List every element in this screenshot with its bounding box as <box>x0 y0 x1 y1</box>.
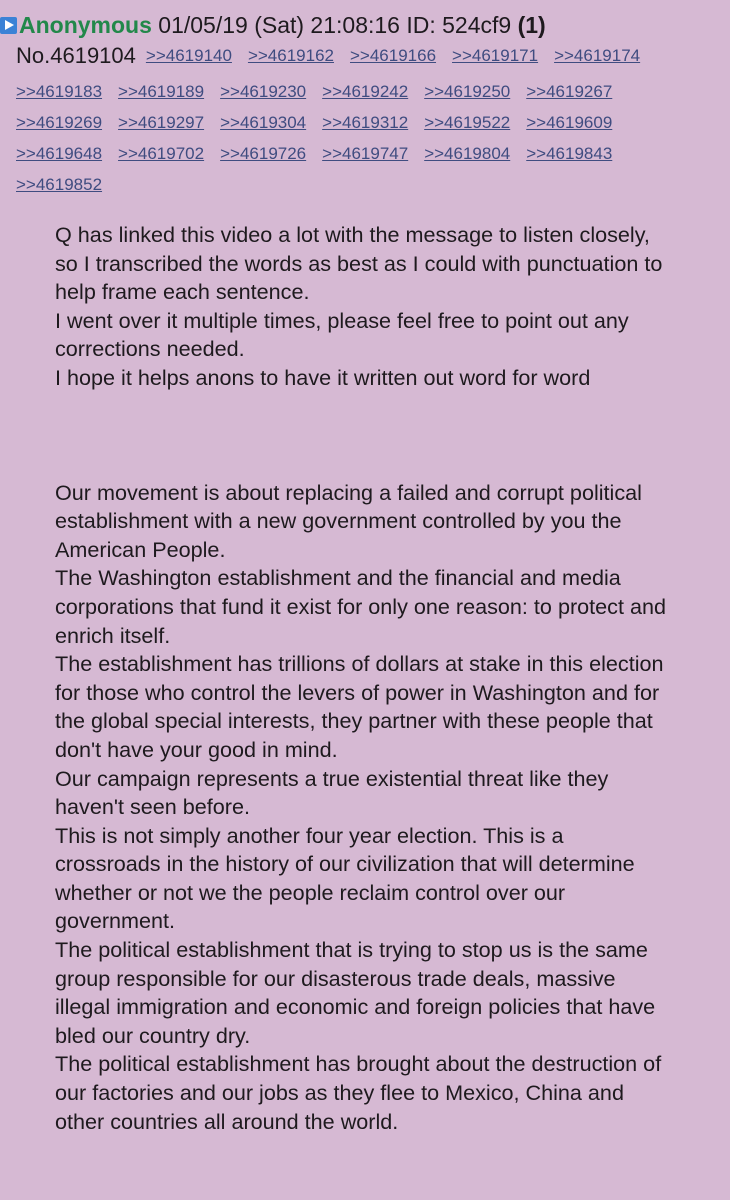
backlink[interactable]: >>4619140 <box>145 46 232 65</box>
backlinks <box>16 76 716 200</box>
post-count: (1) <box>517 12 546 38</box>
backlink[interactable]: >>4619726 <box>220 144 307 163</box>
backlink[interactable]: >>4619297 <box>118 113 205 132</box>
backlink[interactable]: >>4619843 <box>526 144 613 163</box>
post-intro <box>55 221 675 393</box>
backlink[interactable]: >>4619183 <box>16 82 103 101</box>
backlink[interactable]: >>4619250 <box>424 82 511 101</box>
post-line: I went over it multiple times, please feel free to point out any corrections needed. <box>55 307 629 362</box>
backlinks-first-row <box>146 43 656 68</box>
backlink[interactable]: >>4619267 <box>526 82 613 101</box>
backlink[interactable]: >>4619702 <box>118 144 205 163</box>
post-header <box>0 8 546 42</box>
post-number-line <box>16 40 656 72</box>
backlink[interactable]: >>4619230 <box>220 82 307 101</box>
backlink[interactable]: >>4619522 <box>424 113 511 132</box>
post-datetime: 01/05/19 (Sat) 21:08:16 <box>158 12 400 38</box>
backlink[interactable]: >>4619648 <box>16 144 103 163</box>
backlink[interactable]: >>4619312 <box>322 113 409 132</box>
backlink[interactable]: >>4619242 <box>322 82 409 101</box>
post-transcript <box>55 479 675 1137</box>
backlink[interactable]: >>4619189 <box>118 82 205 101</box>
backlink[interactable]: >>4619171 <box>452 46 539 65</box>
post-line: The political establishment has brought about the destruction of our factories and our jobs as they flee to Mexico, China and other countries all around the world. <box>55 1051 662 1134</box>
backlink[interactable]: >>4619304 <box>220 113 307 132</box>
post-line: This is not simply another four year election. This is a crossroads in the history of our civilization that will determine whether or not we the people reclaim control over our government. <box>55 822 635 934</box>
backlink[interactable]: >>4619269 <box>16 113 103 132</box>
backlink[interactable]: >>4619747 <box>322 144 409 163</box>
backlink[interactable]: >>4619609 <box>526 113 613 132</box>
backlink[interactable]: >>4619852 <box>16 175 103 194</box>
post-line: Our movement is about replacing a failed and corrupt political establishment with a new government controlled by you the American People. <box>55 479 642 562</box>
backlink[interactable]: >>4619166 <box>349 46 437 65</box>
post-line: The Washington establishment and the financial and media corporations that fund it exist for only one reason: to protect and enrich itself. <box>55 565 666 648</box>
paragraph-gap <box>55 393 675 479</box>
expand-play-icon[interactable] <box>0 17 17 34</box>
post-line: The establishment has trillions of dollars at stake in this election for those who control the levers of power in Washington and for the global special interests, they partner with these people that don't have your good in mind. <box>55 651 664 762</box>
post-number[interactable]: No.4619104 <box>16 43 136 68</box>
post-line: The political establishment that is trying to stop us is the same group responsible for our disasterous trade deals, massive illegal immigration and economic and foreign policies that have bled our country dry. <box>55 937 656 1048</box>
post-line: Our campaign represents a true existential threat like they haven't seen before. <box>55 765 609 820</box>
backlink[interactable]: >>4619174 <box>554 46 641 65</box>
post-line: I hope it helps anons to have it written out word for word <box>55 364 591 390</box>
poster-id[interactable]: ID: 524cf9 <box>406 12 512 38</box>
post-body <box>55 221 675 1136</box>
backlink[interactable]: >>4619804 <box>424 144 511 163</box>
post-line: Q has linked this video a lot with the message to listen closely, so I transcribed the words as best as I could with punctuation to help frame each sentence. <box>55 222 663 305</box>
poster-name: Anonymous <box>19 12 152 38</box>
backlink[interactable]: >>4619162 <box>247 46 334 65</box>
